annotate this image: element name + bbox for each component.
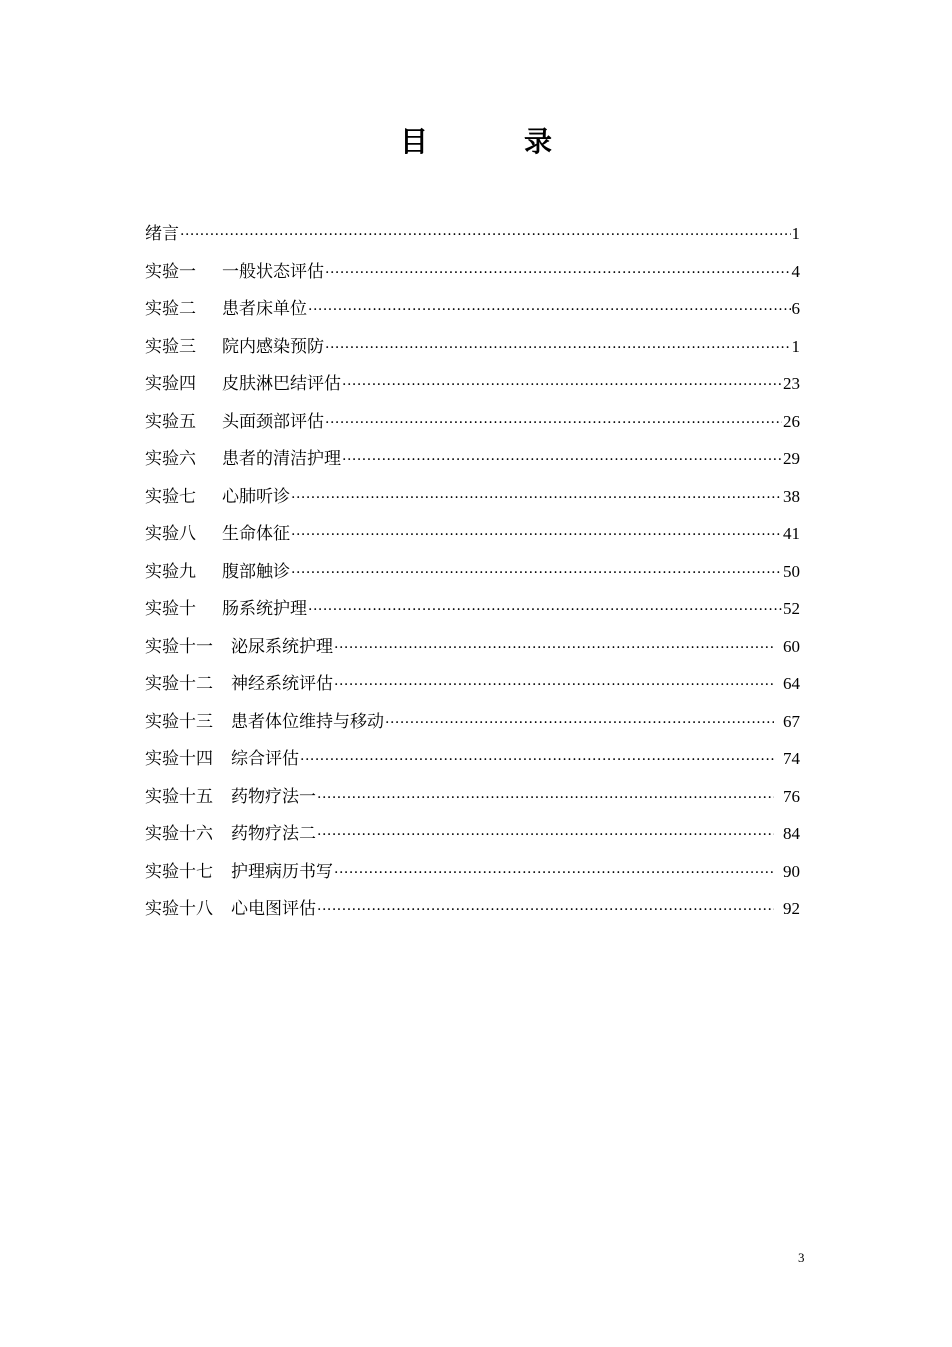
toc-entry-title: 肠系统护理: [222, 599, 307, 619]
toc-entry-label: [145, 854, 333, 892]
toc-entry-4[interactable]: [145, 365, 800, 403]
toc-entry-title: 皮肤淋巴结评估: [222, 374, 341, 394]
toc-entry-9[interactable]: [145, 553, 800, 591]
toc-entry-label: [145, 666, 333, 704]
toc-leader-dots: [308, 292, 791, 330]
toc-entry-page: 84: [783, 824, 800, 843]
toc-entry-8[interactable]: [145, 515, 800, 553]
toc-entry-label: [145, 216, 179, 254]
toc-entry-title: 患者床单位: [222, 299, 307, 319]
toc-entry-number: 实验五: [145, 411, 196, 432]
toc-entry-number: 实验一: [145, 261, 196, 282]
toc-entry-page: 50: [783, 561, 800, 581]
toc-entry-title: 综合评估: [231, 749, 299, 769]
toc-entry-14[interactable]: [145, 740, 800, 778]
toc-entry-5[interactable]: [145, 403, 800, 441]
toc-entry-page: 1: [791, 336, 800, 356]
toc-entry-title: 腹部触诊: [222, 561, 290, 582]
toc-entry-page: 90: [783, 861, 800, 881]
toc-leader-dots: [385, 705, 774, 743]
toc-entry-page: 6: [791, 299, 800, 318]
toc-entry-page: 26: [783, 411, 800, 431]
toc-entry-label: [145, 254, 324, 292]
toc-entry-title: 患者的清洁护理: [222, 449, 341, 469]
toc-entry-title: 药物疗法一: [231, 786, 316, 807]
toc-leader-dots: [308, 592, 782, 630]
toc-entry-number: 实验十二: [145, 674, 213, 694]
toc-entry-title: 生命体征: [222, 524, 290, 544]
toc-leader-dots: [334, 667, 774, 705]
toc-entry-10[interactable]: [145, 590, 800, 628]
toc-entry-label: [145, 741, 299, 779]
toc-entry-6[interactable]: [145, 440, 800, 478]
toc-entry-label: [145, 291, 307, 329]
toc-leader-dots: [291, 555, 782, 593]
toc-leader-dots: [317, 892, 774, 930]
toc-entry-page: 41: [783, 524, 800, 543]
toc-entry-12[interactable]: [145, 665, 800, 703]
toc-entry-label: [145, 366, 341, 404]
toc-entry-3[interactable]: [145, 328, 800, 366]
toc-leader-dots: [291, 480, 782, 518]
toc-entry-11[interactable]: [145, 628, 800, 666]
toc-entry-number: 实验八: [145, 524, 196, 544]
toc-entry-7[interactable]: [145, 478, 800, 516]
toc-entry-number: 实验三: [145, 336, 196, 357]
toc-entry-page: 29: [783, 449, 800, 468]
toc-entry-number: 实验四: [145, 374, 196, 394]
toc-entry-number: 实验二: [145, 299, 196, 319]
toc-entry-title: 神经系统评估: [231, 674, 333, 694]
toc-entry-label: [145, 779, 316, 817]
toc-entry-label: [145, 329, 324, 367]
toc-entry-label: [145, 816, 316, 854]
toc-entry-number: 实验十一: [145, 636, 213, 657]
toc-leader-dots: [317, 817, 774, 855]
toc-entry-2[interactable]: [145, 290, 800, 328]
toc-leader-dots: [334, 630, 774, 668]
toc-entry-label: [145, 516, 290, 554]
toc-entry-label: [145, 591, 307, 629]
toc-entry-page: 1: [791, 224, 800, 243]
toc-entry-page: 4: [791, 261, 800, 281]
toc-leader-dots: [317, 780, 774, 818]
toc-entry-title: 心肺听诊: [222, 486, 290, 507]
toc-entry-label: [145, 891, 316, 929]
toc-entry-number: 实验十八: [145, 899, 213, 919]
footer-page-number: 3: [798, 1250, 805, 1265]
toc-entry-page: 76: [783, 786, 800, 806]
toc-entry-16[interactable]: [145, 815, 800, 853]
toc-entry-page: 38: [783, 486, 800, 506]
toc-entry-page: 64: [783, 674, 800, 693]
toc-entry-title: 心电图评估: [231, 899, 316, 919]
toc-leader-dots: [300, 742, 774, 780]
toc-entry-intro[interactable]: [145, 215, 800, 253]
toc-leader-dots: [342, 367, 782, 405]
toc-entry-18[interactable]: [145, 890, 800, 928]
toc-entry-label: [145, 554, 290, 592]
toc-entry-title: 护理病历书写: [231, 861, 333, 882]
toc-entry-17[interactable]: [145, 853, 800, 891]
toc-entry-1[interactable]: [145, 253, 800, 291]
title-char-1: 目: [399, 125, 428, 158]
toc-entry-15[interactable]: [145, 778, 800, 816]
toc-entry-label: [145, 404, 324, 442]
toc-entry-number: 实验六: [145, 449, 196, 469]
toc-leader-dots: [342, 442, 782, 480]
toc-entry-number: 实验十七: [145, 861, 213, 882]
toc-entry-label: [145, 704, 384, 742]
toc-entry-page: 92: [783, 899, 800, 918]
toc-entry-page: 74: [783, 749, 800, 768]
toc-entry-title: 头面颈部评估: [222, 411, 324, 432]
toc-leader-dots: [291, 517, 782, 555]
toc-entry-title: 患者体位维持与移动: [231, 711, 384, 732]
toc-entry-label: [145, 629, 333, 667]
toc-leader-dots: [325, 330, 791, 368]
toc-entry-title: 一般状态评估: [222, 261, 324, 282]
toc-leader-dots: [334, 855, 774, 893]
toc-entry-label: [145, 441, 341, 479]
toc-entry-label: [145, 479, 290, 517]
toc-entry-number: 实验十三: [145, 711, 213, 732]
toc-leader-dots: [180, 217, 791, 255]
toc-entry-title: 院内感染预防: [222, 336, 324, 357]
toc-entry-number: 实验十四: [145, 749, 213, 769]
toc-entry-page: 52: [783, 599, 800, 618]
toc-entry-number: 实验九: [145, 561, 196, 582]
toc-entry-page: 60: [783, 636, 800, 656]
toc-entry-title: 绪言: [145, 224, 179, 244]
toc-entry-page: 23: [783, 374, 800, 393]
toc-leader-dots: [325, 255, 791, 293]
table-of-contents: [145, 215, 800, 928]
title-char-2: 录: [524, 125, 553, 158]
toc-entry-number: 实验十六: [145, 824, 213, 844]
toc-entry-number: 实验七: [145, 486, 196, 507]
toc-entry-page: 67: [783, 711, 800, 731]
toc-leader-dots: [325, 405, 782, 443]
toc-entry-number: 实验十五: [145, 786, 213, 807]
toc-entry-title: 药物疗法二: [231, 824, 316, 844]
page-title: [0, 122, 952, 162]
toc-entry-title: 泌尿系统护理: [231, 636, 333, 657]
toc-entry-13[interactable]: [145, 703, 800, 741]
toc-entry-number: 实验十: [145, 599, 196, 619]
